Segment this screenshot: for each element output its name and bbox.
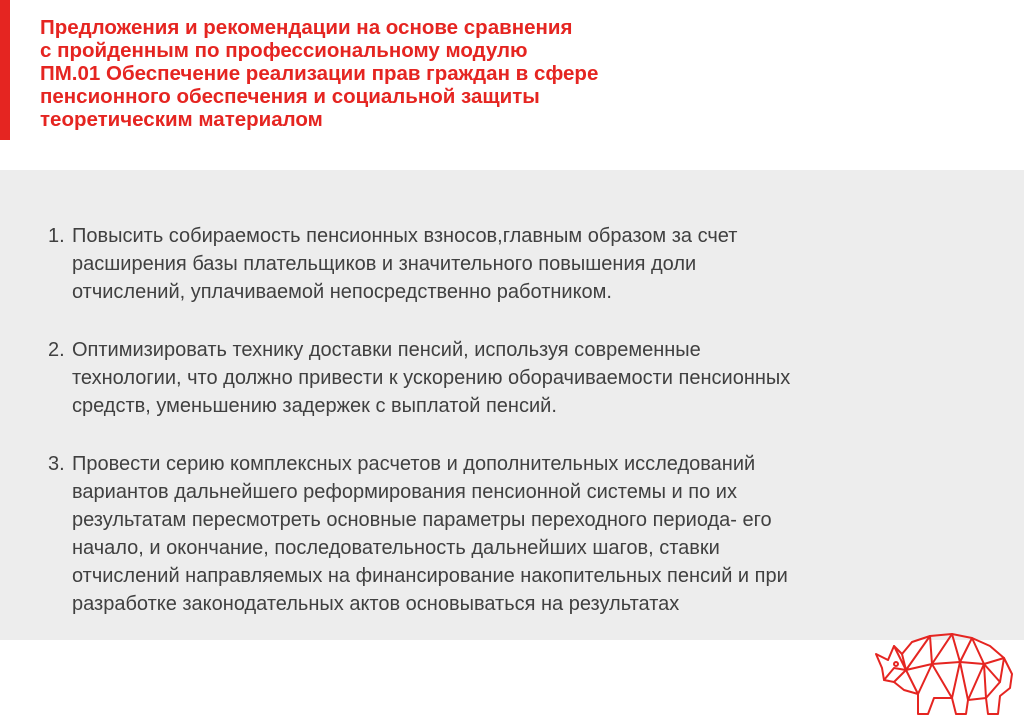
item-line: Оптимизировать технику доставки пенсий, используя современные	[72, 339, 701, 361]
item-line: технологии, что должно привести к ускорению оборачиваемости пенсионных	[72, 367, 791, 389]
title-line: пенсионного обеспечения и социальной защиты	[40, 85, 540, 108]
item-text	[72, 336, 978, 420]
rhino-logo-icon	[872, 624, 1020, 720]
item-text	[72, 222, 978, 306]
item-number: 2.	[48, 339, 65, 361]
accent-bar	[0, 0, 10, 140]
slide-title	[40, 16, 940, 131]
item-line: вариантов дальнейшего реформирования пенсионной системы и по их	[72, 481, 737, 503]
list-item	[48, 222, 978, 306]
title-line: ПМ.01 Обеспечение реализации прав граждан в сфере	[40, 62, 599, 85]
recommendations-list	[48, 222, 978, 648]
item-number: 1.	[48, 225, 65, 247]
item-line: отчислений направляемых на финансирование накопительных пенсий и при	[72, 565, 788, 587]
list-item	[48, 450, 978, 618]
item-line: отчислений, уплачиваемой непосредственно работником.	[72, 281, 612, 303]
list-item	[48, 336, 978, 420]
item-line: средств, уменьшению задержек с выплатой пенсий.	[72, 395, 557, 417]
item-line: начало, и окончание, последовательность дальнейших шагов, ставки	[72, 537, 720, 559]
item-line: результатам пересмотреть основные параметры переходного периода- его	[72, 509, 772, 531]
item-line: разработке законодательных актов основываться на результатах	[72, 593, 680, 615]
title-line: теоретическим материалом	[40, 108, 323, 131]
content-panel	[0, 170, 1024, 640]
item-line: расширения базы плательщиков и значительного повышения доли	[72, 253, 697, 275]
item-text	[72, 450, 978, 618]
title-line: Предложения и рекомендации на основе сравнения	[40, 16, 573, 39]
item-line: Повысить собираемость пенсионных взносов,главным образом за счет	[72, 225, 738, 247]
title-line: с пройденным по профессиональному модулю	[40, 39, 528, 62]
item-number: 3.	[48, 453, 65, 475]
item-line: Провести серию комплексных расчетов и дополнительных исследований	[72, 453, 756, 475]
